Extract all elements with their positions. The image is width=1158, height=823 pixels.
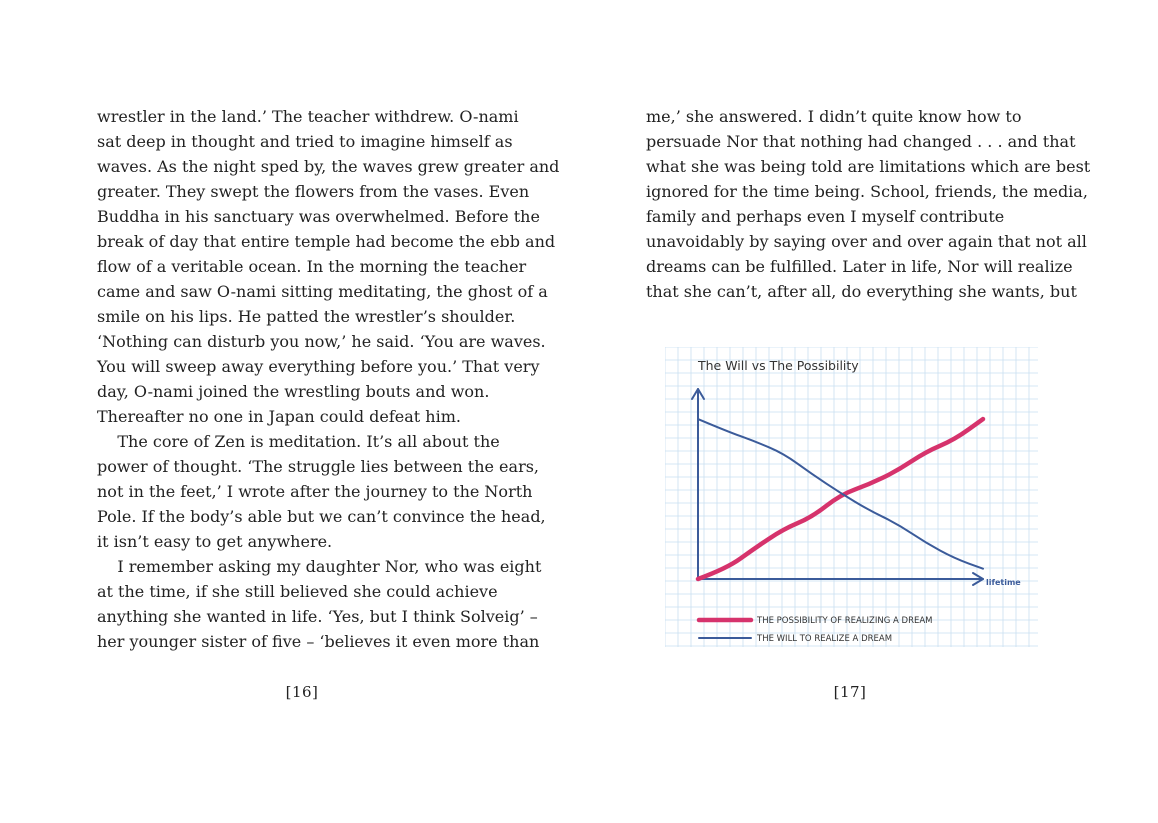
text-line: not in the feet,’ I wrote after the journey to the North	[97, 482, 533, 501]
text-line: unavoidably by saying over and over again that not all	[646, 232, 1087, 251]
chart-title: The Will vs The Possibility	[698, 358, 859, 373]
text-line: flow of a veritable ocean. In the morning the teacher	[97, 257, 527, 276]
text-line: power of thought. ‘The struggle lies between the ears,	[97, 457, 540, 476]
text-line: Thereafter no one in Japan could defeat him.	[97, 407, 461, 426]
text-line: waves. As the night sped by, the waves grew greater and	[97, 157, 560, 176]
right-page-text	[646, 104, 1091, 304]
text-line: persuade Nor that nothing had changed . . . and that	[646, 132, 1076, 151]
legend-label-will: THE WILL TO REALIZE A DREAM	[757, 634, 893, 644]
text-line: dreams can be fulfilled. Later in life, Nor will realize	[646, 257, 1073, 276]
text-line: day, O-nami joined the wrestling bouts and won.	[97, 382, 490, 401]
text-line: smile on his lips. He patted the wrestler’s shoulder.	[97, 307, 516, 326]
text-line: You will sweep away everything before you.’ That very	[97, 357, 540, 376]
page-number-left: [16]	[285, 683, 319, 701]
text-line: break of day that entire temple had become the ebb and	[97, 232, 556, 251]
page-number-right: [17]	[833, 683, 867, 701]
text-line: Pole. If the body’s able but we can’t convince the head,	[97, 507, 546, 526]
chart-figure	[665, 347, 1038, 647]
text-line: it isn’t easy to get anywhere.	[97, 532, 333, 551]
text-line: that she can’t, after all, do everything she wants, but	[646, 282, 1077, 301]
text-line: sat deep in thought and tried to imagine himself as	[97, 132, 513, 151]
right-page	[579, 0, 1158, 823]
legend-label-possibility: THE POSSIBILITY OF REALIZING A DREAM	[757, 616, 933, 626]
text-line: ‘Nothing can disturb you now,’ he said. ‘You are waves.	[97, 332, 546, 351]
will-vs-possibility-chart	[665, 347, 1038, 647]
text-line: anything she wanted in life. ‘Yes, but I think Solveig’ –	[97, 607, 538, 626]
text-line: I remember asking my daughter Nor, who was eight	[97, 557, 542, 576]
text-line: her younger sister of five – ‘believes it even more than	[97, 632, 540, 651]
text-line: greater. They swept the flowers from the vases. Even	[97, 182, 530, 201]
text-line: came and saw O-nami sitting meditating, the ghost of a	[97, 282, 548, 301]
text-line: Buddha in his sanctuary was overwhelmed. Before the	[97, 207, 540, 226]
left-page-text	[97, 104, 560, 654]
chart-background	[665, 347, 1038, 647]
text-line: me,’ she answered. I didn’t quite know how to	[646, 107, 1022, 126]
text-line: wrestler in the land.’ The teacher withdrew. O-nami	[97, 107, 519, 126]
text-line: what she was being told are limitations which are best	[646, 157, 1091, 176]
text-line: The core of Zen is meditation. It’s all about the	[97, 432, 500, 451]
text-line: at the time, if she still believed she could achieve	[97, 582, 498, 601]
text-line: ignored for the time being. School, friends, the media,	[646, 182, 1088, 201]
text-line: family and perhaps even I myself contribute	[646, 207, 1005, 226]
x-axis-label: lifetime	[986, 578, 1021, 587]
